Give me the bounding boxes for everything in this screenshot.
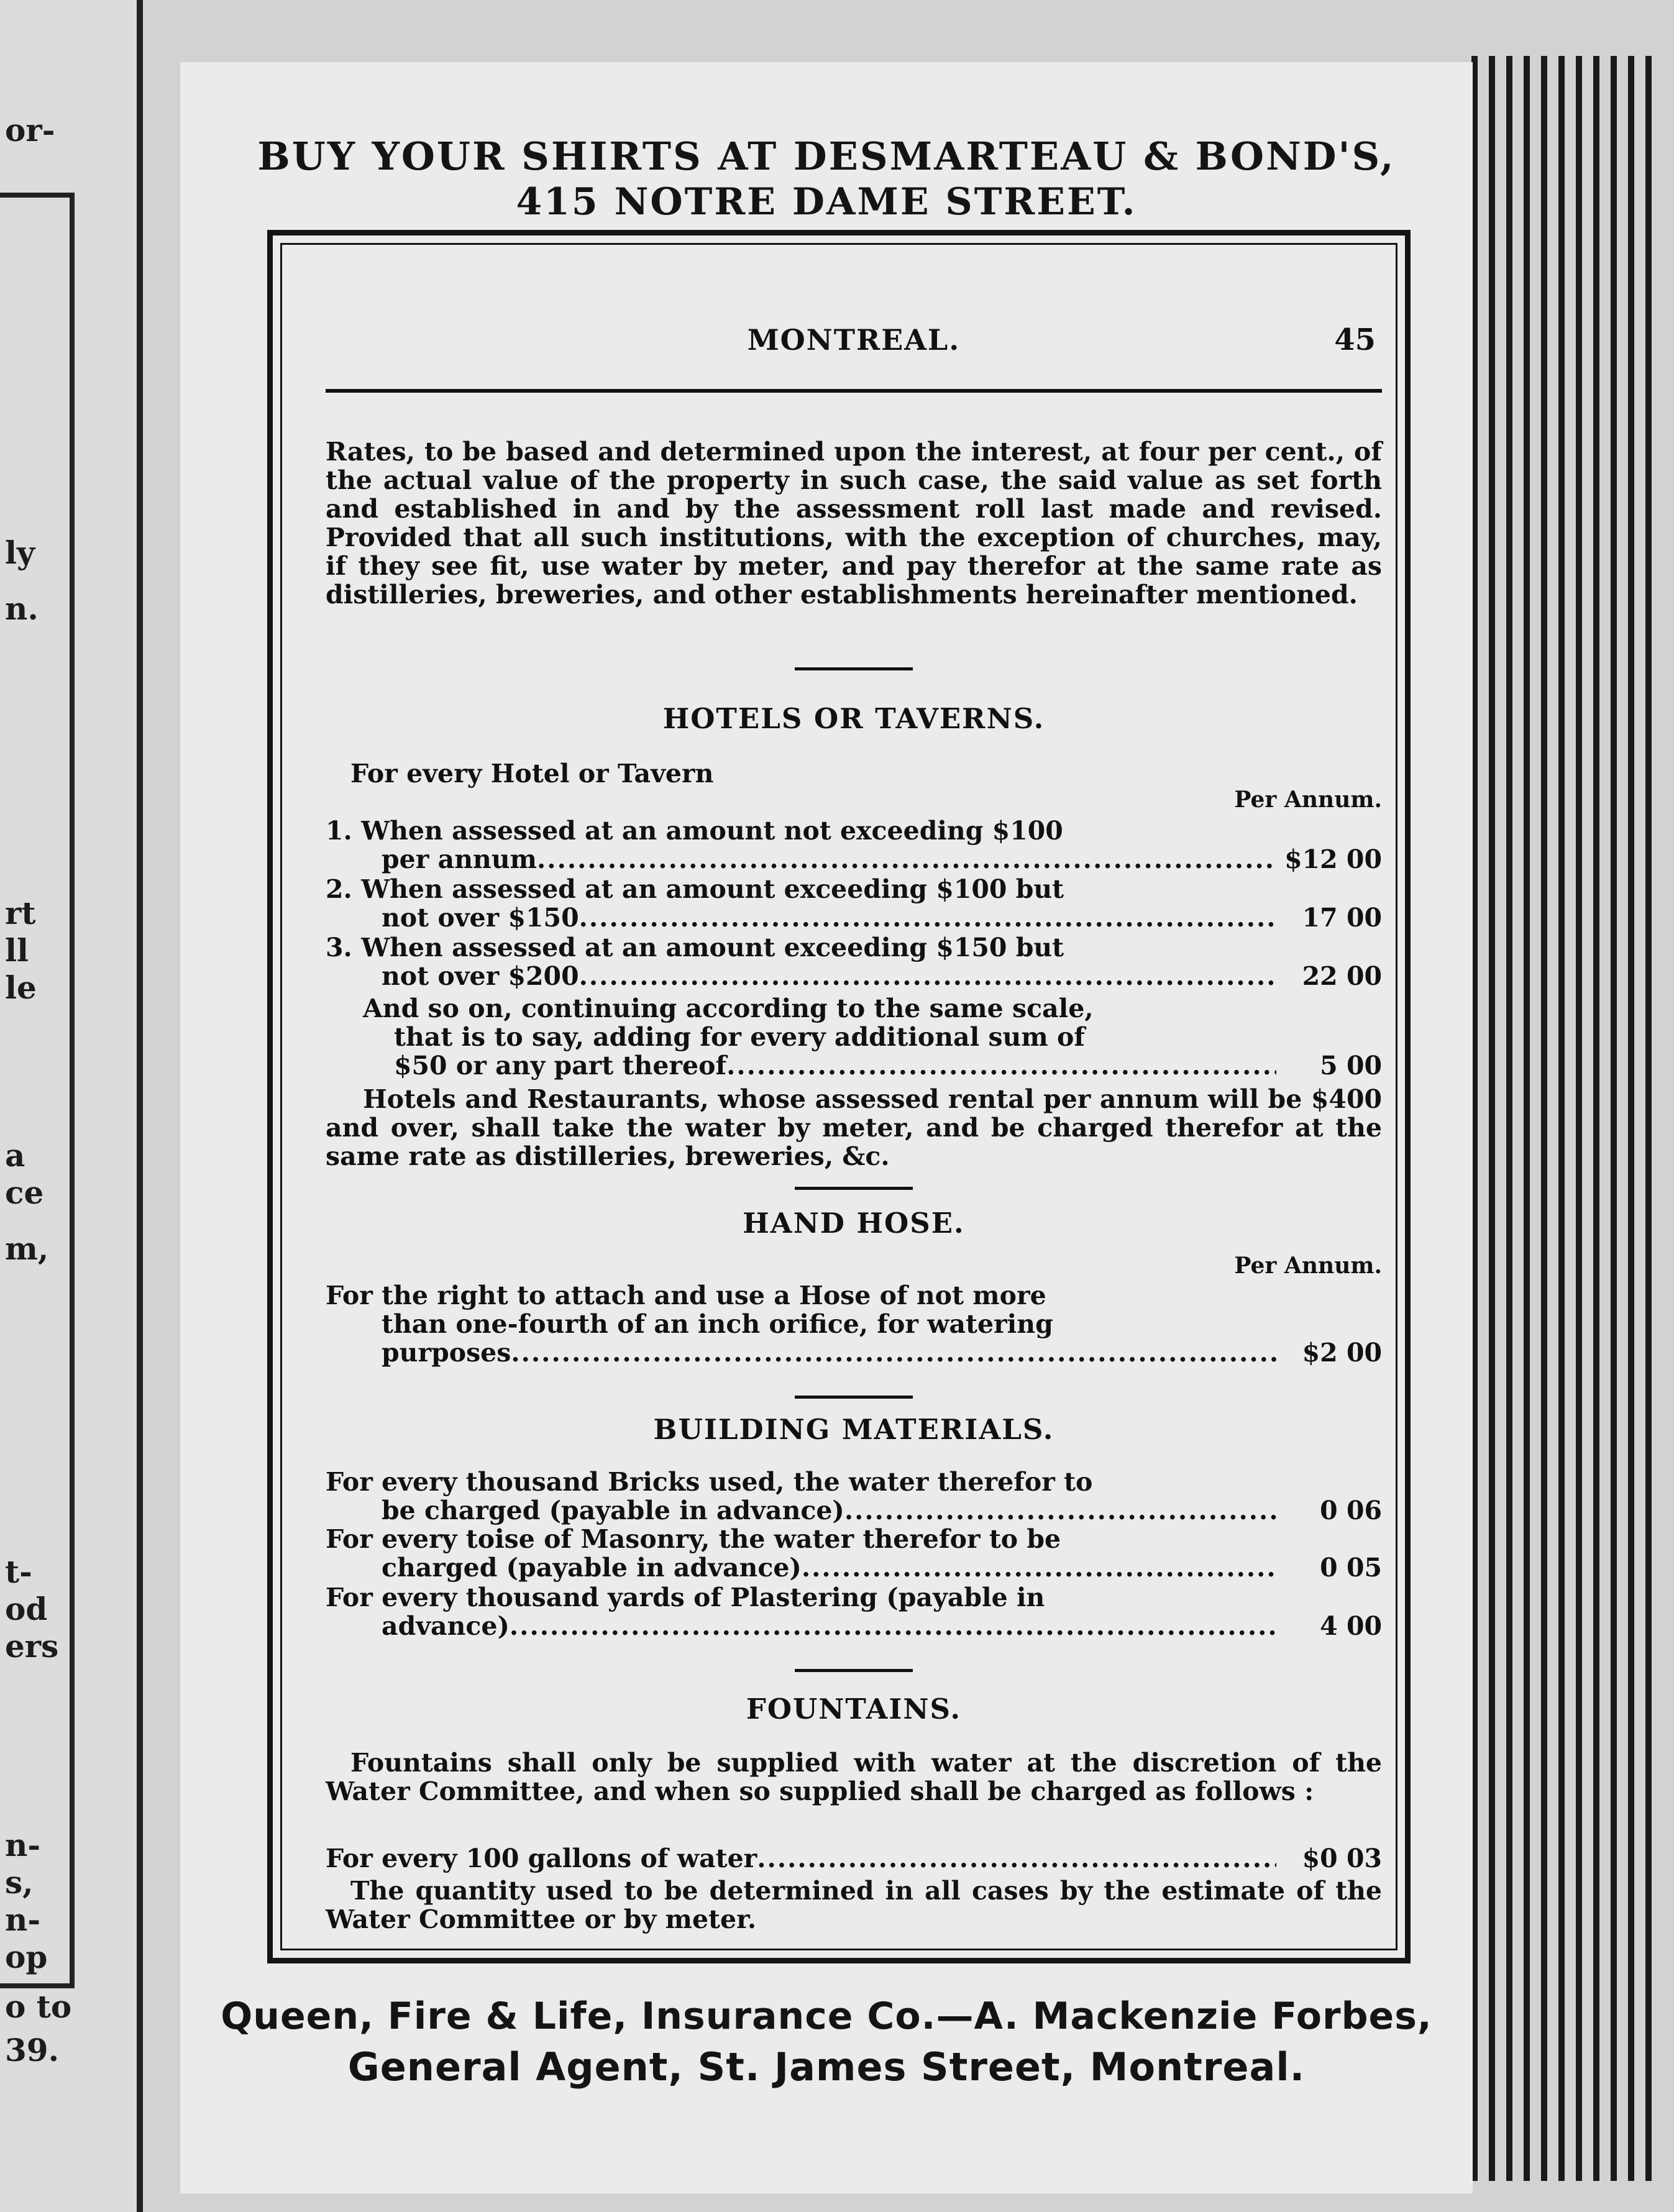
hotel-item-1-line1: 1. When assessed at an amount not exceeding $100 <box>326 816 1063 846</box>
hand-hose-amount: $2 00 <box>1302 1338 1382 1368</box>
fountains-amount: $0 03 <box>1302 1844 1382 1873</box>
intro-paragraph: Rates, to be based and determined upon the interest, at four per cent., of the actual value of the property in such case, the said value as set forth and established in and by the assessment roll last made and revised. Provided that all such institutions, with the exception of churches, may, if they see fit, use water by meter, and pay therefor at the same rate as distilleries, breweries, and other establishments hereinafter mentioned. <box>326 437 1382 610</box>
left-fragment: ce <box>5 1174 44 1211</box>
left-fragment: a <box>5 1137 25 1174</box>
page-edge-line <box>1576 56 1582 2181</box>
page-edge-line <box>1628 56 1634 2181</box>
hotel-scale-amount: 5 00 <box>1320 1051 1382 1081</box>
left-fragment: op <box>5 1939 48 1975</box>
header-ad-line1: BUY YOUR SHIRTS AT DESMARTEAU & BOND'S, <box>257 134 1396 179</box>
page-edge-line <box>1524 56 1530 2181</box>
building-item-1-line1: For every thousand Bricks used, the water therefor to <box>326 1467 1093 1497</box>
text-frame <box>267 230 1411 1963</box>
building-item-2-line1: For every toise of Masonry, the water therefor to be <box>326 1524 1061 1554</box>
header-rule <box>326 389 1382 393</box>
page-edge-line <box>1611 56 1617 2181</box>
hotel-item-2-line2: not over $150 ..... 17 00 <box>326 903 1382 932</box>
header-ad-line2: 415 NOTRE DAME STREET. <box>516 180 1137 224</box>
book-page <box>180 62 1473 2193</box>
building-item-2-amount: 0 05 <box>1320 1553 1382 1583</box>
building-title: BUILDING MATERIALS. <box>653 1413 1054 1446</box>
hotel-scale-line2: that is to say, adding for every additional sum of <box>394 1022 1085 1052</box>
hotel-item-2-amount: 17 00 <box>1302 903 1382 933</box>
hotel-scale-line3: $50 or any part thereof ..... 5 00 <box>326 1051 1382 1080</box>
left-fragment: n- <box>5 1827 41 1863</box>
footer-ad-line2: General Agent, St. James Street, Montreal. <box>347 2044 1306 2090</box>
text-frame-inner <box>280 243 1397 1950</box>
page-edge-line <box>1489 56 1495 2181</box>
page-edges <box>1471 56 1658 2181</box>
hotels-restaurants-paragraph: Hotels and Restaurants, whose assessed rental per annum will be $400 and over, shall take the water by meter, and be charged therefor at the same rate as distilleries, breweries, &c. <box>326 1084 1382 1171</box>
hotels-title: HOTELS OR TAVERNS. <box>662 702 1045 735</box>
footer-ad-line1: Queen, Fire & Life, Insurance Co.—A. Mackenzie Forbes, <box>221 1995 1432 2038</box>
section-divider <box>795 1669 913 1672</box>
hotels-per-annum: Per Annum. <box>1234 787 1382 813</box>
section-divider <box>795 1187 913 1190</box>
hand-hose-title: HAND HOSE. <box>743 1207 965 1240</box>
page-number: 45 <box>1334 322 1376 357</box>
hotel-item-1-line2: per annum ..... $12 00 <box>326 845 1382 874</box>
page-edge-line <box>1506 56 1512 2181</box>
hotel-item-2-line1: 2. When assessed at an amount exceeding $100 but <box>326 874 1064 904</box>
hotel-item-3-amount: 22 00 <box>1302 961 1382 991</box>
building-item-2-line2: charged (payable in advance) ..... 0 05 <box>326 1553 1382 1582</box>
fountains-title: FOUNTAINS. <box>746 1693 962 1725</box>
hotel-scale-line1: And so on, continuing according to the same scale, <box>363 994 1094 1023</box>
running-head <box>326 322 1382 363</box>
hotels-lead: For every Hotel or Tavern <box>350 759 714 788</box>
page-edge-line <box>1541 56 1547 2181</box>
left-fragment: o to <box>5 1988 72 2025</box>
left-fragment: ers <box>5 1628 59 1665</box>
left-fragment: n. <box>5 590 39 627</box>
left-fragment: ll <box>5 932 29 969</box>
hand-hose-line2: than one-fourth of an inch orifice, for watering <box>382 1309 1053 1339</box>
fountains-row: For every 100 gallons of water ..... $0 03 <box>326 1844 1382 1873</box>
hotel-item-3-line2: not over $200 ..... 22 00 <box>326 962 1382 990</box>
left-facing-page <box>0 0 143 2212</box>
hand-hose-per-annum: Per Annum. <box>1234 1253 1382 1279</box>
page-edge-line <box>1645 56 1652 2181</box>
left-fragment: n- <box>5 1901 41 1938</box>
fountains-note: The quantity used to be determined in all cases by the estimate of the Water Committee or by meter. <box>326 1876 1382 1934</box>
left-fragment: od <box>5 1591 48 1627</box>
hand-hose-line3: purposes ..... $2 00 <box>326 1338 1382 1367</box>
hotel-item-1-amount: $12 00 <box>1284 844 1382 874</box>
left-fragment: rt <box>5 895 36 931</box>
building-item-1-line2: be charged (payable in advance) ..... 0 06 <box>326 1496 1382 1525</box>
building-item-3-line2: advance) ..... 4 00 <box>326 1612 1382 1640</box>
page-edge-line <box>1593 56 1599 2181</box>
left-fragment: or- <box>5 112 55 149</box>
left-fragment: le <box>5 969 37 1006</box>
fountains-paragraph: Fountains shall only be supplied with water at the discretion of the Water Committee, and when so supplied shall be charged as follows : <box>326 1748 1382 1806</box>
building-item-3-line1: For every thousand yards of Plastering (payable in <box>326 1583 1045 1612</box>
left-page-frame <box>0 193 75 1988</box>
building-item-3-amount: 4 00 <box>1320 1611 1382 1641</box>
page-edge-line <box>1558 56 1565 2181</box>
section-divider <box>795 1396 913 1399</box>
left-fragment: t- <box>5 1553 32 1590</box>
running-head-title: MONTREAL. <box>747 323 961 357</box>
left-fragment: ly <box>5 534 35 571</box>
left-fragment: s, <box>5 1864 34 1901</box>
left-fragment: m, <box>5 1230 49 1267</box>
hand-hose-line1: For the right to attach and use a Hose of not more <box>326 1281 1046 1310</box>
section-divider <box>795 667 913 670</box>
left-fragment: 39. <box>5 2032 59 2068</box>
hotel-item-3-line1: 3. When assessed at an amount exceeding $150 but <box>326 933 1064 962</box>
building-item-1-amount: 0 06 <box>1320 1496 1382 1525</box>
